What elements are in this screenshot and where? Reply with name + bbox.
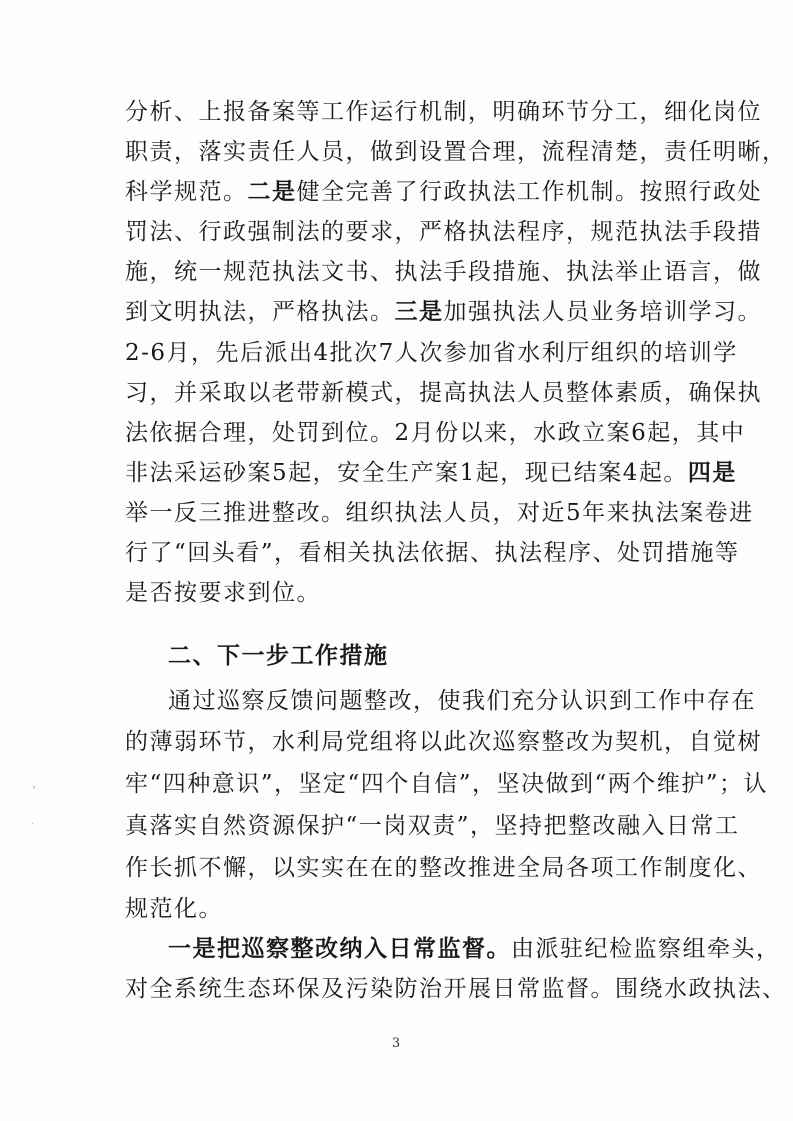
bold-lead: 一是把巡察整改纳入日常监督。 <box>168 935 511 962</box>
scan-mark: ˙ <box>30 823 35 833</box>
text-line: 通过巡察反馈问题整改，使我们充分认识到工作中存在 <box>168 688 756 714</box>
text-span: 由派驻纪检监察组牵头， <box>511 936 781 962</box>
text-span: 到文明执法，严格执法。 <box>125 299 395 325</box>
text-span: 非法采运砂案5起，安全生产案1起，现已结案4起。 <box>125 460 688 486</box>
text-line: 罚法、行政强制法的要求，严格执法程序，规范执法手段措 <box>125 219 762 245</box>
text-line: 对全系统生态环保及污染防治开展日常监督。围绕水政执法、 <box>125 976 787 1002</box>
text-span: 加强执法人员业务培训学习。 <box>443 299 762 325</box>
scan-mark: › <box>32 783 36 793</box>
text-line: 作长抓不懈，以实实在在的整改推进全局各项工作制度化、 <box>125 855 762 881</box>
bold-marker: 二是 <box>247 178 297 205</box>
section-heading: 二、下一步工作措施 <box>168 643 389 669</box>
text-line: 是否按要求到位。 <box>125 580 321 606</box>
text-line: 分析、上报备案等工作运行机制，明确环节分工，细化岗位 <box>125 99 762 125</box>
page-number: 3 <box>391 1036 401 1051</box>
text-span: 健全完善了行政执法工作机制。按照行政处 <box>296 179 762 205</box>
text-line: 举一反三推进整改。组织执法人员，对近5年来执法案卷进 <box>125 500 754 526</box>
text-line <box>125 292 762 332</box>
text-line: 习，并采取以老带新模式，提高执法人员整体素质，确保执 <box>125 380 762 406</box>
text-line: 规范化。 <box>125 896 223 922</box>
text-line: 施，统一规范执法文书、执法手段措施、执法举止语言，做 <box>125 259 762 285</box>
text-line: 2-6月，先后派出4批次7人次参加省水利厅组织的培训学 <box>125 340 738 366</box>
text-line: 行了“回头看”，看相关执法依据、执法程序、处罚措施等 <box>125 540 740 566</box>
text-line <box>168 929 781 969</box>
text-line: 法依据合理，处罚到位。2月份以来，水政立案6起，其中 <box>125 420 746 446</box>
text-line: 的薄弱环节，水利局党组将以此次巡察整改为契机，自觉树 <box>125 729 762 755</box>
text-line: 牢“四种意识”，坚定“四个自信”，坚决做到“两个维护”；认 <box>125 771 769 797</box>
text-line <box>125 172 762 212</box>
text-span: 科学规范。 <box>125 179 248 205</box>
bold-marker: 三是 <box>394 298 444 325</box>
text-line: 真落实自然资源保护“一岗双责”，坚持把整改融入日常工 <box>125 813 740 839</box>
text-line <box>125 453 737 493</box>
text-line: 职责，落实责任人员，做到设置合理，流程清楚，责任明晰， <box>125 139 787 165</box>
bold-marker: 四是 <box>687 459 737 486</box>
